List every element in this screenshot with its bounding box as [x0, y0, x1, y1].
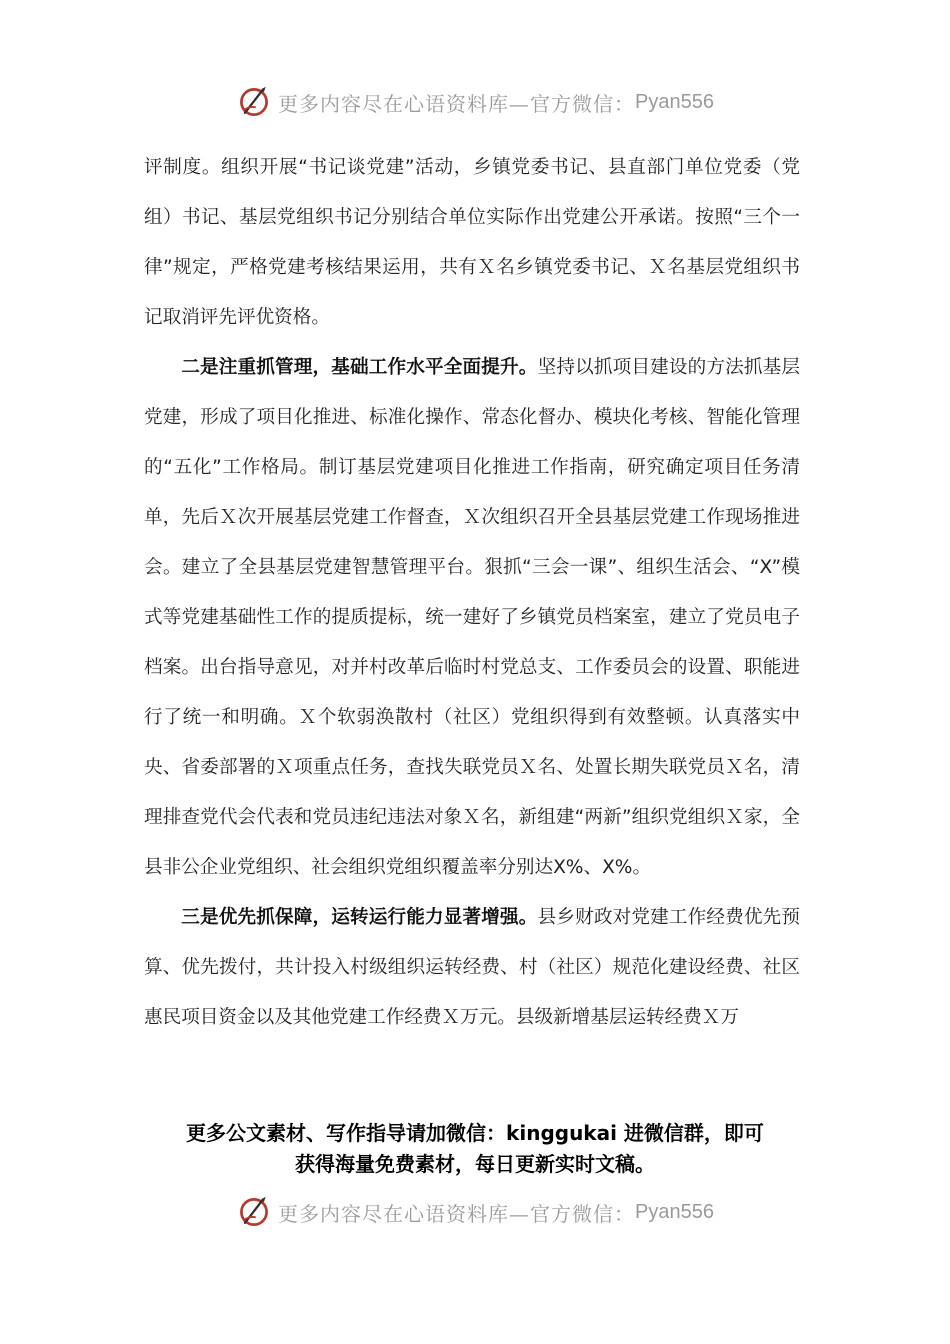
banner-slogan: 更多内容尽在心语资料库—官方微信：	[278, 91, 636, 116]
pen-logo-icon	[236, 1194, 272, 1230]
paragraph-2	[144, 343, 800, 893]
document-body	[144, 143, 800, 1043]
paragraph-2-text: 坚持以抓项目建设的方法抓基层党建，形成了项目化推进、标准化操作、常态化督办、模块化考核、智能化管理的“五化”工作格局。制订基层党建项目化推进工作指南，研究确定项目任务清单，先后Ｘ次开展基层党建工作督查，Ｘ次组织召开全县基层党建工作现场推进会。建立了全县基层党建智慧管理平台。狠抓“三会一课”、组织生活会、“X”模式等党建基础性工作的提质提标，统一建好了乡镇党员档案室，建立了党员电子档案。出台指导意见，对并村改革后临时村党总支、工作委员会的设置、职能进行了统一和明确。Ｘ个软弱涣散村（社区）党组织得到有效整顿。认真落实中央、省委部署的Ｘ项重点任务，查找失联党员Ｘ名、处置长期失联党员Ｘ名，清理排查党代会代表和党员违纪违法对象Ｘ名，新组建“两新”组织党组织Ｘ家，全县非公企业党组织、社会组织党组织覆盖率分别达X%、X%。	[144, 357, 800, 878]
promo-note	[120, 1118, 830, 1180]
paragraph-3	[144, 893, 800, 1043]
banner-slogan: 更多内容尽在心语资料库—官方微信：	[278, 1201, 636, 1226]
footer-banner	[0, 1190, 950, 1234]
promo-line-1: 更多公文素材、写作指导请加微信：kinggukai 进微信群，即可	[186, 1121, 764, 1145]
banner-wechat-id: Pyan556	[635, 90, 714, 113]
promo-line-2: 获得海量免费素材，每日更新实时文稿。	[295, 1152, 655, 1176]
pen-logo-icon	[236, 84, 272, 120]
header-banner	[0, 80, 950, 124]
paragraph-3-text: 县乡财政对党建工作经费优先预算、优先拨付，共计投入村级组织运转经费、村（社区）规范化建设经费、社区惠民项目资金以及其他党建工作经费Ｘ万元。县级新增基层运转经费Ｘ万	[144, 907, 800, 1028]
paragraph-3-lead: 三是优先抓保障，运转运行能力显著增强。	[181, 907, 538, 928]
banner-wechat-id: Pyan556	[635, 1200, 714, 1223]
paragraph-2-lead: 二是注重抓管理，基础工作水平全面提升。	[181, 357, 538, 378]
paragraph-1	[144, 143, 800, 343]
paragraph-1-text: 评制度。组织开展“书记谈党建”活动，乡镇党委书记、县直部门单位党委（党组）书记、基层党组织书记分别结合单位实际作出党建公开承诺。按照“三个一律”规定，严格党建考核结果运用，共有Ｘ名乡镇党委书记、Ｘ名基层党组织书记取消评先评优资格。	[144, 157, 800, 328]
